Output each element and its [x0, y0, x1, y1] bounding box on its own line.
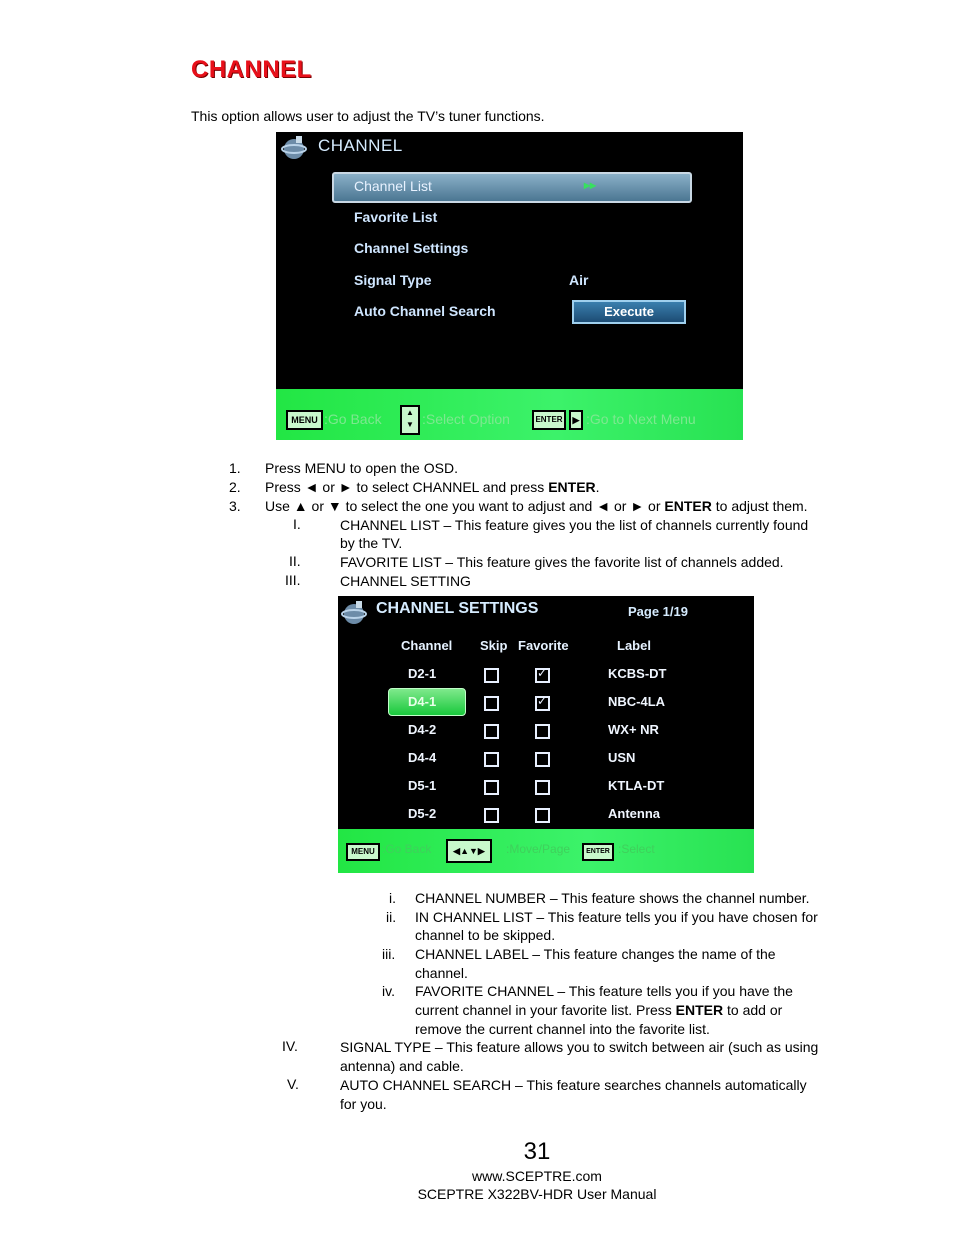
go-back-label: :Go Back [324, 411, 382, 427]
step-2-bold: ENTER [548, 479, 596, 495]
favorite-checkbox[interactable] [535, 780, 550, 795]
col-header-favorite: Favorite [518, 638, 569, 653]
step-3-post: to adjust them. [711, 498, 808, 514]
signal-type-value: Air [569, 272, 589, 288]
sub-item-5-num: V. [287, 1076, 299, 1092]
sub-item-2-num: II. [289, 553, 301, 569]
sub-item-5-line2: for you. [340, 1096, 387, 1112]
menu-item-favorite-list[interactable]: Favorite List [354, 209, 438, 225]
move-page-label: :Move/Page [506, 842, 571, 856]
roman-2-num: ii. [386, 909, 397, 925]
roman-4-line2-bold: ENTER [675, 1002, 724, 1018]
favorite-checkbox[interactable] [535, 808, 550, 823]
page-indicator: Page 1/19 [628, 604, 688, 619]
menu-key: MENU [286, 410, 323, 430]
osd-footer [276, 389, 743, 440]
arrow-keys-icon: ◀▲▼▶ [446, 839, 492, 863]
satellite-icon [280, 134, 308, 162]
sub-item-1-line1: CHANNEL LIST – This feature gives you the list of channels currently found [340, 517, 809, 533]
right-arrow-icon: ▶ [569, 410, 583, 430]
col-header-label: Label [617, 638, 651, 653]
col-header-channel: Channel [401, 638, 453, 653]
step-2-num: 2. [229, 479, 241, 495]
step-2-text [265, 478, 600, 497]
sub-item-1-num: I. [293, 516, 301, 532]
roman-2-line1: IN CHANNEL LIST – This feature tells you if you have chosen for [415, 909, 818, 925]
intro-text: This option allows user to adjust the TV’s tuner functions. [191, 108, 545, 124]
select-option-label: :Select Option [422, 411, 510, 427]
step-2-pre: Press ◄ or ► to select CHANNEL and press [265, 479, 549, 495]
next-menu-label: :Go to Next Menu [586, 411, 696, 427]
favorite-checkbox[interactable] [535, 724, 550, 739]
menu-item-channel-settings[interactable]: Channel Settings [354, 240, 469, 256]
skip-checkbox[interactable] [484, 808, 499, 823]
sub-item-3-line1: CHANNEL SETTING [340, 573, 471, 589]
menu-key: MENU [346, 843, 380, 861]
enter-key: ENTER [582, 843, 614, 861]
step-3-text [265, 497, 808, 516]
favorite-checkbox[interactable] [535, 696, 550, 711]
channel-label: WX+ NR [608, 722, 659, 737]
roman-1-line1: CHANNEL NUMBER – This feature shows the channel number. [415, 890, 810, 906]
roman-4-num: iv. [382, 983, 395, 999]
manual-name: SCEPTRE X322BV-HDR User Manual [417, 1186, 657, 1202]
osd2-title: CHANNEL SETTINGS [376, 600, 539, 617]
skip-checkbox[interactable] [484, 724, 499, 739]
roman-4-line1: FAVORITE CHANNEL – This feature tells you if you have the [415, 983, 793, 999]
skip-checkbox[interactable] [484, 668, 499, 683]
channel-settings-screenshot [338, 596, 754, 873]
execute-button[interactable]: Execute [572, 300, 686, 324]
up-down-icon: ▲ ▼ [400, 405, 420, 435]
page-number: 31 [523, 1138, 551, 1165]
step-1-num: 1. [229, 460, 241, 476]
step-3-bold: ENTER [664, 498, 712, 514]
step-1-text: Press MENU to open the OSD. [265, 460, 458, 476]
favorite-checkbox[interactable] [535, 752, 550, 767]
osd-title: CHANNEL [318, 136, 403, 155]
roman-4-line2 [415, 1001, 782, 1020]
channel-label: NBC-4LA [608, 694, 666, 709]
sub-item-4-num: IV. [282, 1038, 298, 1054]
favorite-checkbox[interactable] [535, 668, 550, 683]
channel-number[interactable]: D4-4 [408, 750, 437, 765]
select-label: :Select [618, 842, 655, 856]
step-2-post: . [595, 479, 600, 495]
website: www.SCEPTRE.com [472, 1168, 602, 1184]
skip-checkbox[interactable] [484, 752, 499, 767]
channel-label: Antenna [608, 806, 660, 821]
sub-item-1-line2: by the TV. [340, 535, 403, 551]
sub-item-4-line2: antenna) and cable. [340, 1058, 464, 1074]
channel-menu-screenshot [276, 132, 743, 440]
channel-number[interactable]: D4-1 [408, 694, 437, 709]
satellite-icon [340, 599, 368, 627]
channel-number[interactable]: D2-1 [408, 666, 437, 681]
roman-4-line2-pre: current channel in your favorite list. Press [415, 1002, 676, 1018]
channel-number[interactable]: D4-2 [408, 722, 437, 737]
roman-3-line2: channel. [415, 965, 468, 981]
channel-label: KCBS-DT [608, 666, 667, 681]
channel-number[interactable]: D5-1 [408, 778, 437, 793]
roman-4-line3: remove the current channel into the favorite list. [415, 1021, 710, 1037]
step-3-num: 3. [229, 498, 241, 514]
sub-item-3-num: III. [285, 572, 301, 588]
channel-label: KTLA-DT [608, 778, 665, 793]
sub-item-2-line1: FAVORITE LIST – This feature gives the favorite list of channels added. [340, 554, 784, 570]
step-3-pre: Use ▲ or ▼ to select the one you want to adjust and ◄ or ► or [265, 498, 665, 514]
roman-4-line2-post: to add or [723, 1002, 783, 1018]
menu-item-channel-list[interactable]: Channel List [354, 178, 432, 194]
menu-item-signal-type[interactable]: Signal Type [354, 272, 432, 288]
roman-3-num: iii. [382, 946, 396, 962]
skip-checkbox[interactable] [484, 780, 499, 795]
arrow-right-icon: ▸▸ [584, 178, 597, 192]
skip-checkbox[interactable] [484, 696, 499, 711]
menu-item-auto-channel-search[interactable]: Auto Channel Search [354, 303, 496, 319]
channel-number[interactable]: D5-2 [408, 806, 437, 821]
sub-item-5-line1: AUTO CHANNEL SEARCH – This feature searches channels automatically [340, 1077, 807, 1093]
roman-2-line2: channel to be skipped. [415, 927, 556, 943]
osd2-footer [338, 829, 754, 873]
sub-item-4-line1: SIGNAL TYPE – This feature allows you to switch between air (such as using [340, 1039, 819, 1055]
channel-label: USN [608, 750, 636, 765]
col-header-skip: Skip [480, 638, 508, 653]
page-title: CHANNEL [191, 56, 312, 83]
roman-3-line1: CHANNEL LABEL – This feature changes the name of the [415, 946, 776, 962]
roman-1-num: i. [389, 890, 396, 906]
enter-key: ENTER [532, 410, 566, 430]
go-back-label: :Go Back [382, 842, 432, 856]
